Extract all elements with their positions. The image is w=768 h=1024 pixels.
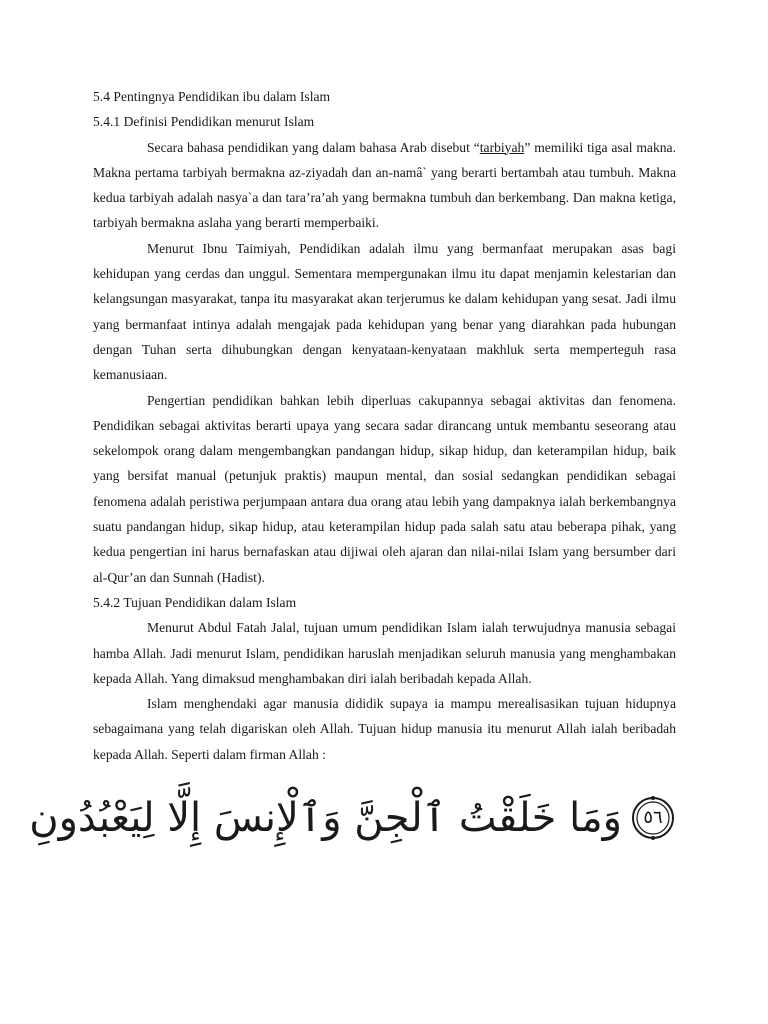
paragraph-abdul-fatah: Menurut Abdul Fatah Jalal, tujuan umum pendidikan Islam ialah terwujudnya manusia sebagai hamba Allah. Jadi menurut Islam, pendidikan haruslah menjadikan seluruh manusia yang menghambakan kepada Allah. Yang dimaksud menghambakan diri ialah beribadah kepada Allah. [93,620,676,686]
paragraph-ibnu-taimiyah: Menurut Ibnu Taimiyah, Pendidikan adalah ilmu yang bermanfaat merupakan asas bagi kehidupan yang cerdas dan unggul. Sementara mempergunakan ilmu itu dapat menjamin kelestarian dan kelangsungan masyarakat, tanpa itu masyarakat akan terjerumus ke dalam kehidupan yang sesat. Jadi ilmu yang bermanfaat intinya adalah mengajak pada kehidupan yang benar yang diarahkan pada hubungan dengan Tuhan serta dihubungkan dengan kenyataan-kenyataan makhluk serta memperteguh rasa kemanusiaan. [93,240,676,383]
subsection-heading-tujuan: 5.4.2 Tujuan Pendidikan dalam Islam [93,594,297,610]
tarbiyah-term: tarbiyah [479,139,525,155]
paragraph-pengertian: Pengertian pendidikan bahkan lebih diperluas cakupannya sebagai aktivitas dan fenomena. Pendidikan sebagai aktivitas berarti upaya yang secara sadar dirancang untuk membantu seseorang atau sekelompok orang dalam mengembangkan pandangan hidup, sikap hidup, dan keterampilan hidup, baik yang bersifat manual (petunjuk praktis) maupun mental, dan sosial sedangkan pendidikan sebagai fenomena adalah peristiwa perjumpaan antara dua orang atau lebih yang dampaknya ialah berkembangnya suatu pandangan hidup, sikap hidup, atau keterampilan hidup pada salah satu atau beberapa pihak, yang kedua pengertian ini harus bernafaskan atau dijiwai oleh ajaran dan nilai-nilai Islam yang bersumber dari al-Qur’an dan Sunnah (Hadist). [93,392,676,585]
subsection-heading-definisi: 5.4.1 Definisi Pendidikan menurut Islam [93,114,315,130]
verse-text: وَمَا خَلَقْتُ ٱلْجِنَّ وَٱلْإِنسَ إِلَّا لِيَعْبُدُونِ [29,795,622,842]
verse-number-ornament [630,795,676,841]
verse-number: ٥٦ [643,807,663,829]
paragraph-tarbiyah [93,135,676,236]
paragraph-islam-menghendaki: Islam menghendaki agar manusia dididik supaya ia mampu merealisasikan tujuan hidupnya sebagaimana yang telah digariskan oleh Allah. Tujuan hidup manusia itu menurut Allah ialah beribadah kepada Allah. Seperti dalam firman Allah : [93,696,676,762]
document-page [29,84,676,871]
quran-verse [29,781,676,871]
paragraph-text: Secara bahasa pendidikan yang dalam bahasa Arab disebut “ [147,139,480,155]
verse-line [29,783,676,853]
section-heading: 5.4 Pentingnya Pendidikan ibu dalam Islam [93,89,331,104]
paragraph-text: ” memiliki tiga asal makna. Makna pertama tarbiyah bermakna az-ziyadah dan an-namâ` yang berarti bertambah atau tumbuh. Makna kedua tarbiyah adalah nasya`a dan tara’ra’ah yang bermakna tumbuh dan berkembang. Dan makna ketiga, tarbiyah bermakna aslaha yang berarti memperbaiki. [93,139,676,231]
